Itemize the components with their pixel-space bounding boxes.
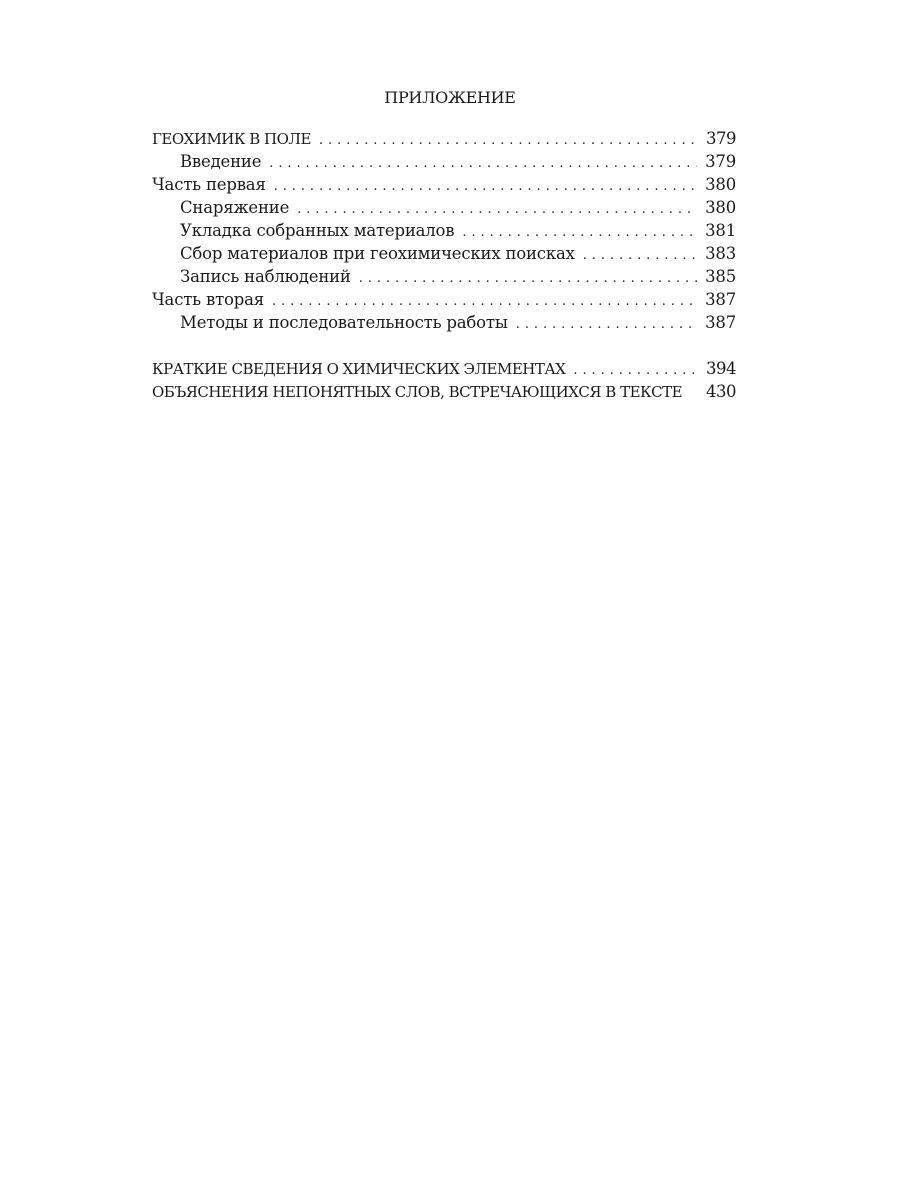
toc-entry-label: Часть первая: [152, 175, 266, 194]
toc-entry: [152, 127, 736, 150]
toc-entry: [152, 173, 736, 196]
toc-entry-label: Часть вторая: [152, 290, 264, 309]
toc-entry-page: 430: [706, 382, 736, 401]
toc-entry-label: КРАТКИЕ СВЕДЕНИЯ О ХИМИЧЕСКИХ ЭЛЕМЕНТАХ: [152, 360, 566, 378]
toc-entry-page: 379: [705, 152, 736, 171]
toc-entry-page: 385: [705, 267, 736, 286]
toc-entry-label: Методы и последовательность работы: [180, 313, 508, 332]
toc-leader-dots: [274, 173, 697, 198]
toc-leader-dots: [462, 219, 697, 244]
section-gap: [152, 334, 736, 357]
toc-entry-page: 394: [706, 359, 736, 378]
toc-entry: [152, 288, 736, 311]
toc-leader-dots: [319, 128, 698, 152]
toc-leader-dots: [573, 358, 698, 382]
table-of-contents: [152, 127, 736, 403]
toc-entry-page: 387: [705, 290, 736, 309]
toc-entry: [152, 265, 736, 288]
toc-entry-page: 383: [705, 244, 736, 263]
toc-entry-label: Запись наблюдений: [180, 267, 351, 286]
toc-entry: [152, 311, 736, 334]
toc-entry: [152, 219, 736, 242]
toc-entry-label: Введение: [180, 152, 262, 171]
toc-leader-dots: [269, 150, 697, 175]
toc-leader-dots: [272, 288, 697, 313]
toc-entry-label: Сбор материалов при геохимических поисках: [180, 244, 575, 263]
toc-entry-page: 381: [705, 221, 736, 240]
toc-entry-label: ОБЪЯСНЕНИЯ НЕПОНЯТНЫХ СЛОВ, ВСТРЕЧАЮЩИХСЯ В ТЕКСТЕ: [152, 383, 683, 401]
toc-entry-label: ГЕОХИМИК В ПОЛЕ: [152, 130, 311, 148]
toc-entry: [152, 357, 736, 380]
page-title: ПРИЛОЖЕНИЕ: [384, 88, 516, 107]
toc-leader-dots: [516, 311, 697, 336]
toc-entry-page: 380: [705, 198, 736, 217]
toc-entry: [152, 150, 736, 173]
toc-leader-dots: [297, 196, 697, 221]
toc-entry: [152, 242, 736, 265]
toc-entry-label: Снаряжение: [180, 198, 290, 217]
toc-leader-dots: [359, 265, 697, 290]
toc-entry-page: 380: [705, 175, 736, 194]
toc-entry-page: 387: [705, 313, 736, 332]
toc-entry-page: 379: [706, 129, 736, 148]
toc-entry: [152, 196, 736, 219]
toc-entry: [152, 380, 736, 403]
toc-entry-label: Укладка собранных материалов: [180, 221, 455, 240]
toc-leader-dots: [583, 242, 697, 267]
